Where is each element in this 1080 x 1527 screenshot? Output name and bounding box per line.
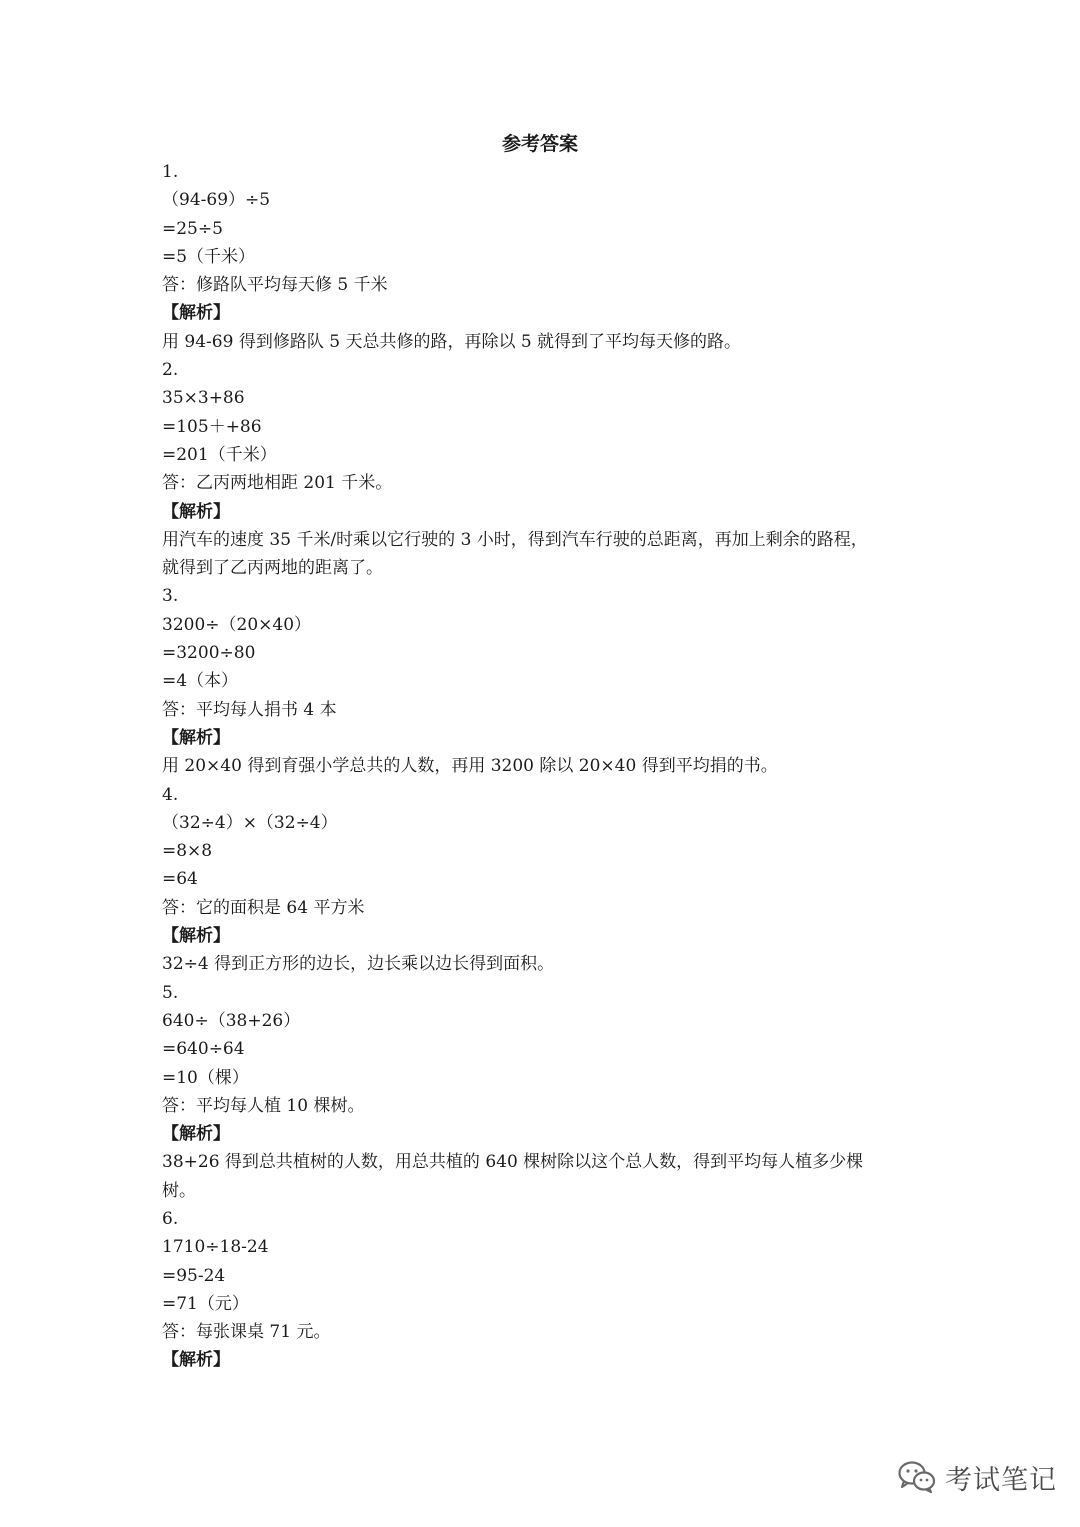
answer-line: 32÷4 得到正方形的边长，边长乘以边长得到面积。 [162, 954, 555, 975]
answer-line: 3200÷（20×40） [162, 614, 312, 635]
answer-line: 用汽车的速度 35 千米/时乘以它行驶的 3 小时，得到汽车行驶的总距离，再加上剩余的路程， [162, 529, 868, 550]
answer-line: 答：每张课桌 71 元。 [162, 1322, 331, 1343]
analysis-heading: 【解析】 [162, 1350, 230, 1371]
answer-line: =25÷5 [162, 218, 223, 239]
answer-line: 4. [162, 784, 179, 805]
answer-line: 答：平均每人捐书 4 本 [162, 699, 337, 720]
answer-content [162, 158, 922, 1375]
answer-line: =5（千米） [162, 246, 256, 267]
analysis-heading: 【解析】 [162, 501, 230, 522]
answer-line: 答：修路队平均每天修 5 千米 [162, 275, 388, 296]
answer-line: 用 94-69 得到修路队 5 天总共修的路，再除以 5 就得到了平均每天修的路。 [162, 331, 742, 352]
answer-line: =64 [162, 869, 198, 890]
answer-line: 1710÷18-24 [162, 1237, 269, 1258]
answer-line: 答：它的面积是 64 平方米 [162, 897, 365, 918]
answer-line: （32÷4）×（32÷4） [162, 812, 338, 833]
page-title: 参考答案 [501, 133, 578, 155]
answer-line: 2. [162, 360, 179, 381]
answer-line: 答：平均每人植 10 棵树。 [162, 1095, 365, 1116]
answer-line: =95-24 [162, 1265, 226, 1286]
analysis-heading: 【解析】 [162, 926, 230, 947]
watermark-text: 考试笔记 [945, 1464, 1057, 1496]
analysis-heading: 【解析】 [162, 303, 230, 324]
answer-line: =8×8 [162, 841, 213, 862]
answer-line: （94-69）÷5 [162, 190, 271, 211]
answer-line: 35×3+86 [162, 388, 245, 409]
wechat-icon [897, 1459, 937, 1495]
answer-line: 答：乙丙两地相距 201 千米。 [162, 473, 393, 494]
answer-line: =640÷64 [162, 1039, 245, 1060]
watermark [897, 1457, 1057, 1497]
answer-line: =10（棵） [162, 1067, 249, 1088]
answer-line: =71（元） [162, 1293, 249, 1314]
analysis-heading: 【解析】 [162, 1124, 230, 1145]
answer-line: 树。 [162, 1180, 196, 1201]
answer-line: =201（千米） [162, 444, 277, 465]
answer-line: 用 20×40 得到育强小学总共的人数，再用 3200 除以 20×40 得到平均捐的书。 [162, 756, 778, 777]
answer-line: =4（本） [162, 671, 239, 692]
answer-line: 640÷（38+26） [162, 1010, 301, 1031]
answer-line: 6. [162, 1208, 179, 1229]
answer-line: 5. [162, 982, 179, 1003]
answer-line: 就得到了乙丙两地的距离了。 [162, 558, 383, 579]
answer-line: 3. [162, 586, 179, 607]
analysis-heading: 【解析】 [162, 727, 230, 748]
answer-line: =105＋+86 [162, 416, 262, 437]
answer-line: 1. [162, 162, 179, 182]
answer-line: =3200÷80 [162, 643, 256, 664]
answer-line: 38+26 得到总共植树的人数，用总共植的 640 棵树除以这个总人数，得到平均每人植多少棵 [162, 1152, 864, 1173]
